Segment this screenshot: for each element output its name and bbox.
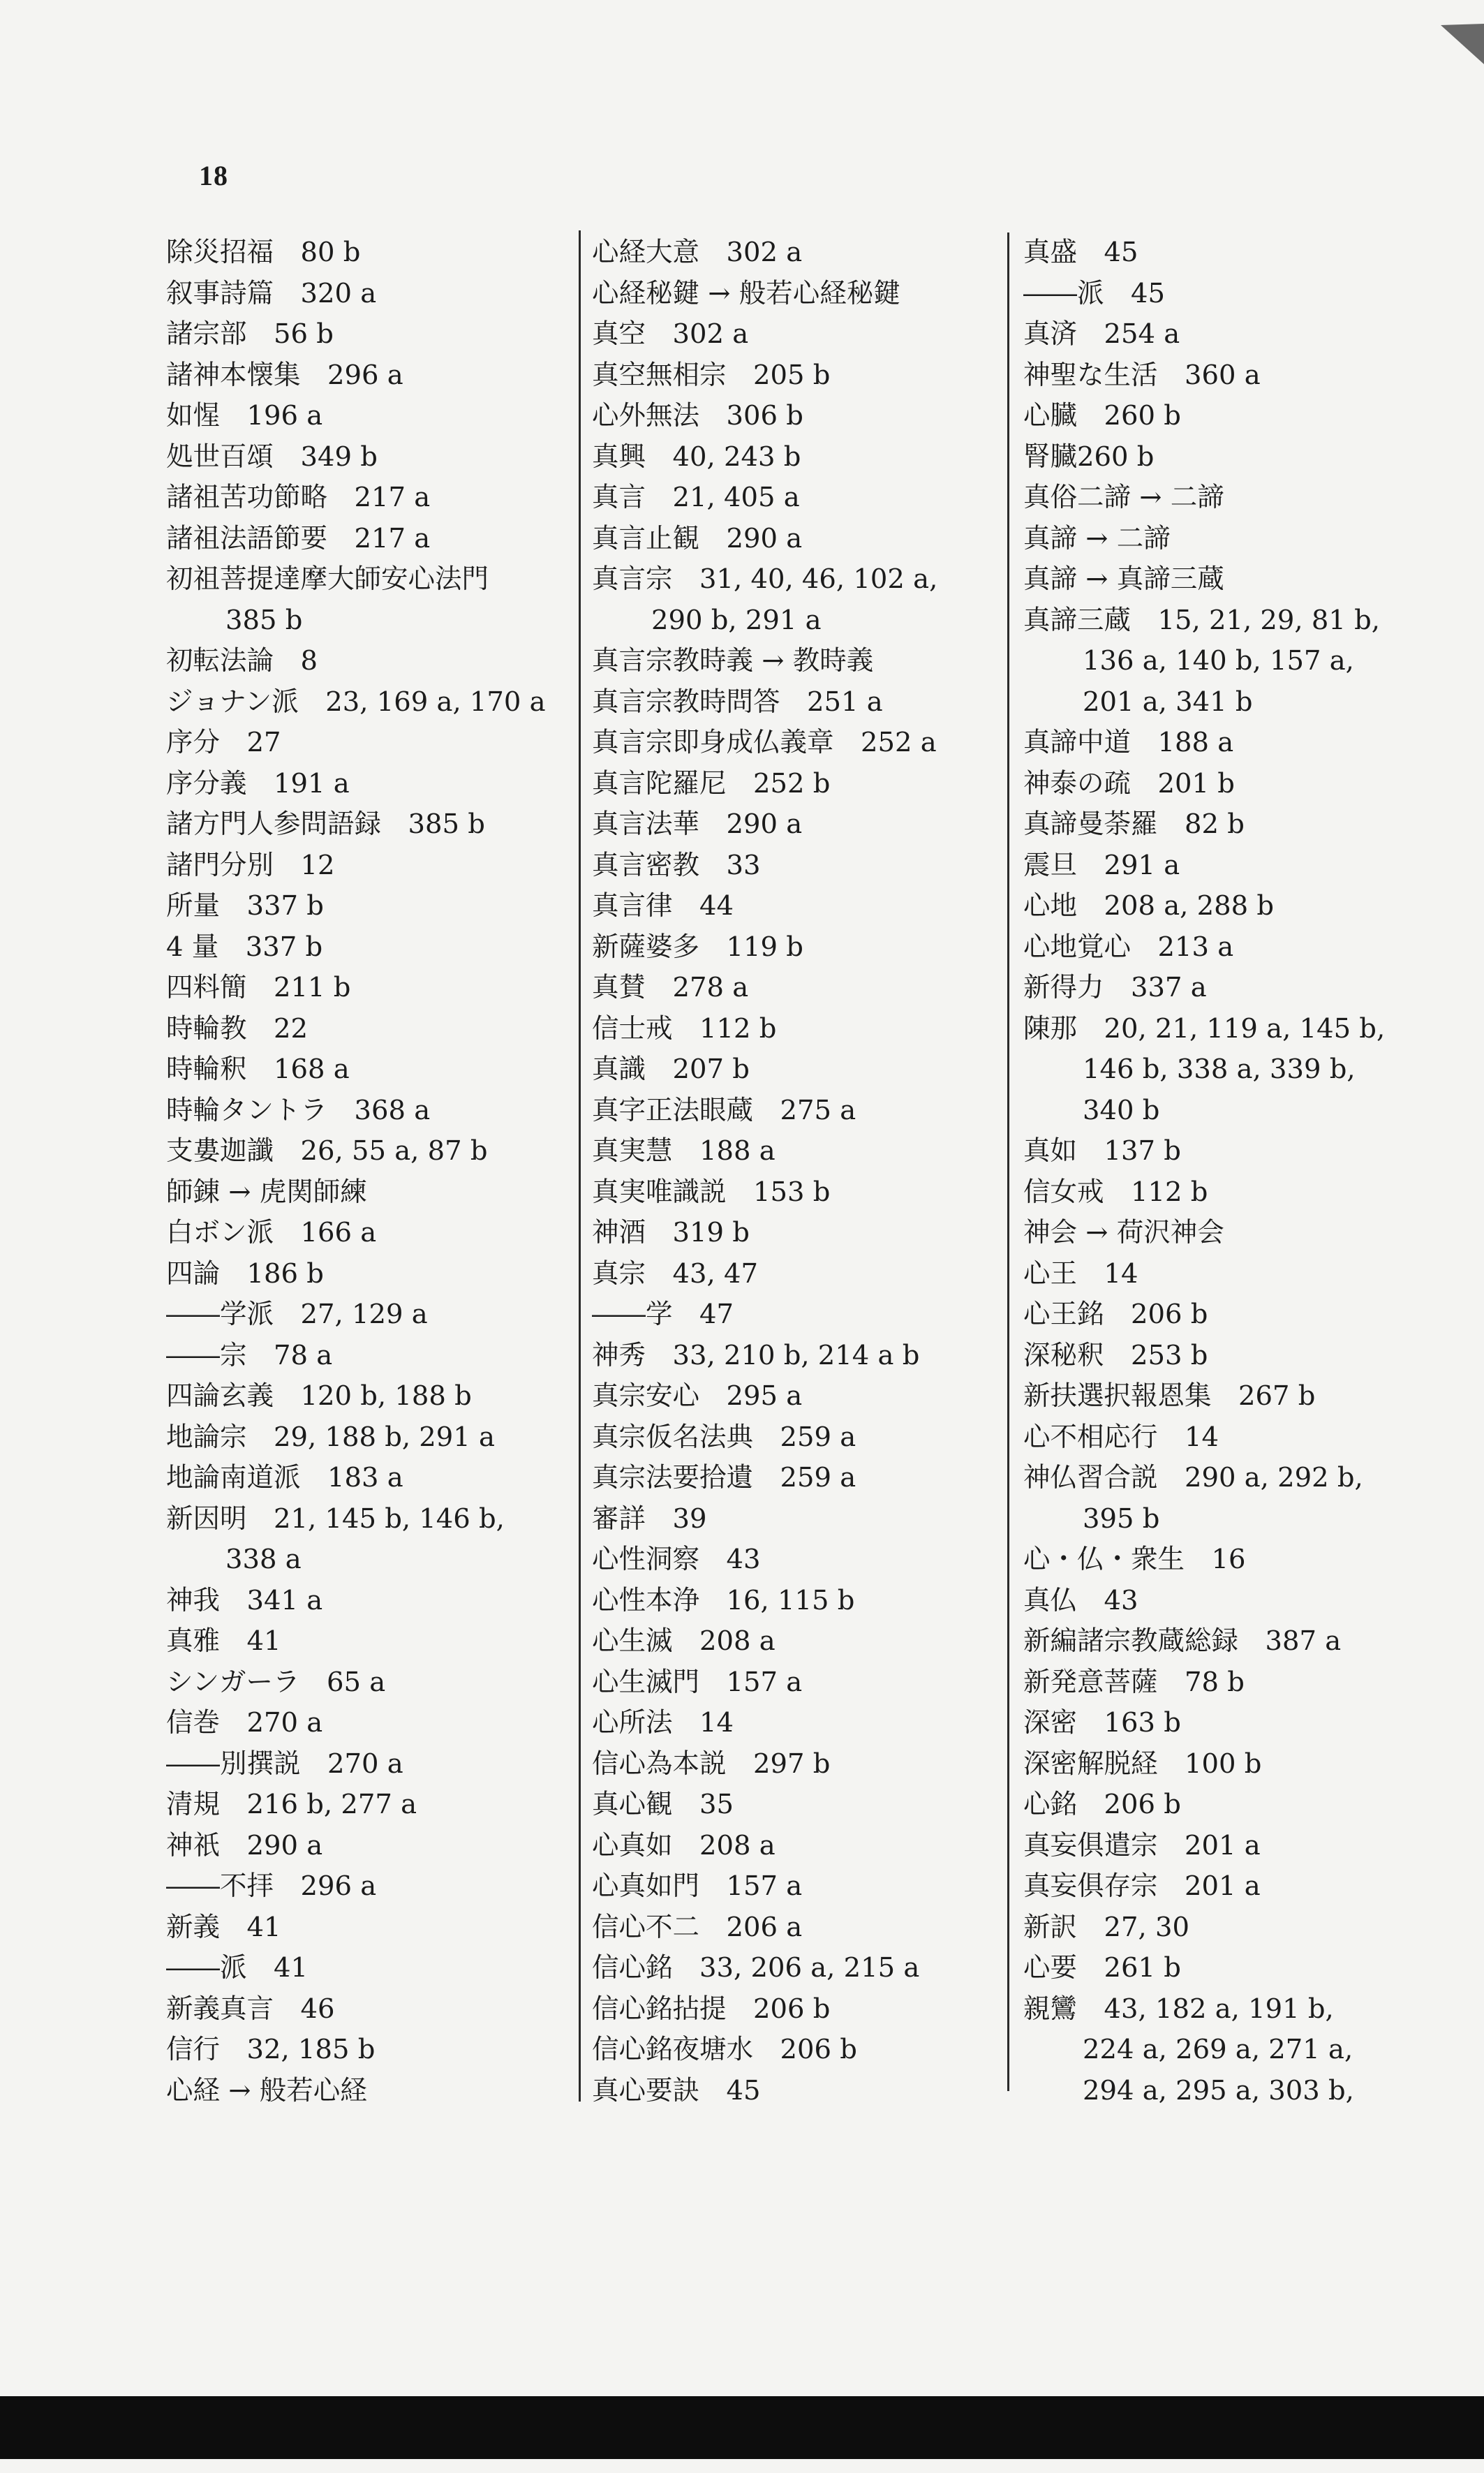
index-entry: 真俗二諦 → 二諦 — [1023, 482, 1224, 513]
index-entry: 新発意菩薩 78 b — [1023, 1666, 1245, 1698]
scan-corner-mark — [1435, 21, 1484, 70]
index-entry: 心経秘鍵 → 般若心経秘鍵 — [592, 277, 900, 309]
index-entry: 地論南道派 183 a — [166, 1462, 403, 1493]
index-entry: 真言宗教時問答 251 a — [592, 686, 883, 718]
index-entry: 白ボン派 166 a — [166, 1217, 377, 1248]
index-entry: ――学 47 — [592, 1299, 734, 1330]
index-column-2 — [592, 232, 983, 2111]
index-entry: 心生滅門 157 a — [592, 1666, 803, 1698]
index-entry: 真仏 43 — [1023, 1584, 1138, 1616]
index-entry: 四料簡 211 b — [166, 972, 351, 1003]
index-entry: 新得力 337 a — [1023, 972, 1207, 1003]
index-entry: 四論玄義 120 b, 188 b — [166, 1380, 472, 1412]
index-entry: 諸祖苦功節略 217 a — [166, 482, 431, 513]
index-entry: 師錬 → 虎関師練 — [166, 1176, 367, 1208]
index-entry: 4 量 337 b — [166, 931, 323, 963]
index-entry: 真言陀羅尼 252 b — [592, 767, 831, 799]
index-entry: 心経大意 302 a — [592, 237, 803, 268]
index-entry: 真実慧 188 a — [592, 1135, 776, 1167]
index-column-3 — [1023, 232, 1456, 2111]
index-entry: 心王銘 206 b — [1023, 1299, 1208, 1330]
index-entry: 信心銘夜塘水 206 b — [592, 2034, 857, 2065]
index-entry: 真諦中道 188 a — [1023, 727, 1234, 758]
index-entry: ――宗 78 a — [166, 1339, 333, 1371]
index-entry: 信心不二 206 a — [592, 1911, 803, 1943]
index-entry-continuation: 146 b, 338 a, 339 b, — [1083, 1054, 1356, 1085]
index-entry-continuation: 385 b — [225, 604, 303, 636]
index-entry: 心地 208 a, 288 b — [1023, 890, 1275, 922]
index-entry: 神我 341 a — [166, 1584, 323, 1616]
index-entry: 深密 163 b — [1023, 1707, 1181, 1739]
index-entry: 真言止観 290 a — [592, 522, 803, 554]
index-entry-continuation: 395 b — [1083, 1503, 1160, 1535]
index-entry: 神仏習合説 290 a, 292 b, — [1023, 1462, 1363, 1493]
index-entry: 信心銘拈提 206 b — [592, 1993, 831, 2025]
index-entry: 如惺 196 a — [166, 400, 323, 431]
index-entry: 真盛 45 — [1023, 237, 1138, 268]
index-entry: 序分義 191 a — [166, 767, 350, 799]
index-entry: 真宗法要拾遺 259 a — [592, 1462, 856, 1493]
index-entry: 真妄俱存宗 201 a — [1023, 1870, 1261, 1902]
index-entry: 真言法華 290 a — [592, 809, 803, 840]
index-entry: 真如 137 b — [1023, 1135, 1181, 1167]
index-entry: ――学派 27, 129 a — [166, 1299, 428, 1330]
index-entry: 諸門分別 12 — [166, 849, 335, 881]
index-entry: 真諦 → 二諦 — [1023, 522, 1171, 554]
index-entry: 序分 27 — [166, 727, 281, 758]
index-entry: 心要 261 b — [1023, 1952, 1181, 1984]
index-entry-continuation: 201 a, 341 b — [1083, 686, 1253, 718]
index-entry: 新義真言 46 — [166, 1993, 335, 2025]
index-entry: 真言律 44 — [592, 890, 734, 922]
index-entry: 真心観 35 — [592, 1789, 734, 1820]
index-entry: 諸宗部 56 b — [166, 318, 334, 350]
index-entry: 神酒 319 b — [592, 1217, 750, 1248]
index-entry: 新義 41 — [166, 1911, 281, 1943]
index-entry: 信士戒 112 b — [592, 1012, 777, 1044]
index-entry: 心臓 260 b — [1023, 400, 1181, 431]
index-entry: 真諦三蔵 15, 21, 29, 81 b, — [1023, 604, 1381, 636]
index-entry: 新因明 21, 145 b, 146 b, — [166, 1503, 505, 1535]
index-entry: 心真如 208 a — [592, 1829, 776, 1861]
index-entry: 心性洞察 43 — [592, 1544, 761, 1575]
column-divider — [1007, 232, 1009, 2091]
index-entry: 叙事詩篇 320 a — [166, 277, 377, 309]
index-entry-continuation: 290 b, 291 a — [651, 604, 822, 636]
index-column-1 — [166, 232, 578, 2111]
index-entry: ――不拝 296 a — [166, 1870, 377, 1902]
index-entry: 新薩婆多 119 b — [592, 931, 803, 963]
index-entry: 心経 → 般若心経 — [166, 2074, 367, 2106]
index-entry: 神泰の疏 201 b — [1023, 767, 1235, 799]
index-entry: 真字正法眼蔵 275 a — [592, 1094, 856, 1126]
index-entry: 真空 302 a — [592, 318, 749, 350]
index-entry: 腎臓260 b — [1023, 441, 1155, 473]
index-entry: シンガーラ 65 a — [166, 1666, 386, 1698]
page-number: 18 — [199, 160, 228, 191]
index-entry-continuation: 294 a, 295 a, 303 b, — [1083, 2074, 1354, 2106]
index-entry: 時輪教 22 — [166, 1012, 308, 1044]
index-entry: 支婁迦讖 26, 55 a, 87 b — [166, 1135, 488, 1167]
index-entry: 心所法 14 — [592, 1707, 734, 1739]
index-entry: 真言宗教時義 → 教時義 — [592, 645, 874, 677]
index-entry: 真言宗即身成仏義章 252 a — [592, 727, 937, 758]
index-entry: 深密解脱経 100 b — [1023, 1748, 1262, 1780]
index-entry: 真空無相宗 205 b — [592, 359, 831, 391]
index-entry: 諸方門人参問語録 385 b — [166, 809, 485, 840]
index-entry: 除災招福 80 b — [166, 237, 361, 268]
index-entry: 陳那 20, 21, 119 a, 145 b, — [1023, 1012, 1386, 1044]
index-entry: 心生滅 208 a — [592, 1625, 776, 1657]
index-entry: ――派 41 — [166, 1952, 308, 1984]
index-entry: 新扶選択報恩集 267 b — [1023, 1380, 1316, 1412]
index-entry-continuation: 224 a, 269 a, 271 a, — [1083, 2034, 1353, 2065]
index-entry: 神祇 290 a — [166, 1829, 323, 1861]
index-entry: 諸祖法語節要 217 a — [166, 522, 431, 554]
index-entry: 四論 186 b — [166, 1257, 324, 1290]
index-entry: 信心為本説 297 b — [592, 1748, 831, 1780]
index-entry: 諸神本懐集 296 a — [166, 359, 403, 391]
index-entry: 真言宗 31, 40, 46, 102 a, — [592, 563, 938, 595]
index-entry: 心地覚心 213 a — [1023, 931, 1234, 963]
index-entry: 神聖な生活 360 a — [1023, 359, 1261, 391]
index-entry: 心王 14 — [1023, 1257, 1138, 1290]
index-entry: 新編諸宗教蔵総録 387 a — [1023, 1625, 1342, 1657]
index-entry: ――別撰説 270 a — [166, 1748, 403, 1780]
index-entry-continuation: 338 a — [225, 1544, 302, 1575]
index-entry: 真心要訣 45 — [592, 2074, 761, 2106]
index-entry: 親鸞 43, 182 a, 191 b, — [1023, 1993, 1334, 2025]
index-entry: 真雅 41 — [166, 1625, 281, 1657]
index-entry: ジョナン派 23, 169 a, 170 a — [166, 686, 546, 718]
index-entry: 震旦 291 a — [1023, 849, 1180, 881]
index-entry: 真諦曼荼羅 82 b — [1023, 809, 1245, 840]
index-entry: 初祖菩提達摩大師安心法門 — [166, 563, 489, 595]
index-entry-continuation: 340 b — [1083, 1094, 1160, 1126]
index-entry: 真識 207 b — [592, 1054, 750, 1085]
scan-bottom-bar — [0, 2396, 1484, 2459]
column-divider — [579, 230, 581, 2102]
index-entry: 心・仏・衆生 16 — [1023, 1544, 1246, 1575]
index-entry: 時輪タントラ 368 a — [166, 1094, 431, 1126]
index-entry-continuation: 136 a, 140 b, 157 a, — [1083, 645, 1354, 677]
index-entry: 心性本浄 16, 115 b — [592, 1584, 855, 1616]
index-entry: 真宗 43, 47 — [592, 1257, 758, 1290]
index-entry: 神会 → 荷沢神会 — [1023, 1217, 1224, 1248]
index-entry: 真賛 278 a — [592, 972, 749, 1003]
index-entry: 真諦 → 真諦三蔵 — [1023, 563, 1224, 595]
index-entry: 審詳 39 — [592, 1503, 707, 1535]
index-entry: 地論宗 29, 188 b, 291 a — [166, 1421, 495, 1453]
index-entry: 真済 254 a — [1023, 318, 1180, 350]
index-entry: 真実唯識説 153 b — [592, 1176, 831, 1208]
index-entry: 真言 21, 405 a — [592, 482, 800, 513]
index-entry: 神秀 33, 210 b, 214 a b — [592, 1339, 920, 1371]
index-entry: 深秘釈 253 b — [1023, 1339, 1208, 1371]
index-entry: 真妄俱遣宗 201 a — [1023, 1829, 1261, 1861]
index-entry: 心不相応行 14 — [1023, 1421, 1219, 1453]
index-entry: 初転法論 8 — [166, 645, 318, 677]
index-entry: 真興 40, 243 b — [592, 441, 801, 473]
index-entry: 真言密教 33 — [592, 849, 761, 881]
index-entry: 真宗仮名法典 259 a — [592, 1421, 856, 1453]
index-entry: 信行 32, 185 b — [166, 2034, 376, 2065]
index-entry: 信心銘 33, 206 a, 215 a — [592, 1952, 920, 1984]
index-entry: 心外無法 306 b — [592, 400, 803, 431]
index-entry: 時輪釈 168 a — [166, 1054, 350, 1085]
index-entry: 心銘 206 b — [1023, 1789, 1181, 1820]
index-entry: 真宗安心 295 a — [592, 1380, 803, 1412]
index-entry: 処世百頌 349 b — [166, 441, 378, 473]
index-entry: 信女戒 112 b — [1023, 1176, 1208, 1208]
index-entry: 心真如門 157 a — [592, 1870, 803, 1902]
index-entry: 新訳 27, 30 — [1023, 1911, 1189, 1943]
index-entry: 信巻 270 a — [166, 1707, 323, 1739]
index-entry: 清規 216 b, 277 a — [166, 1789, 417, 1820]
index-entry: 所量 337 b — [166, 890, 324, 922]
index-entry: ――派 45 — [1023, 277, 1165, 309]
